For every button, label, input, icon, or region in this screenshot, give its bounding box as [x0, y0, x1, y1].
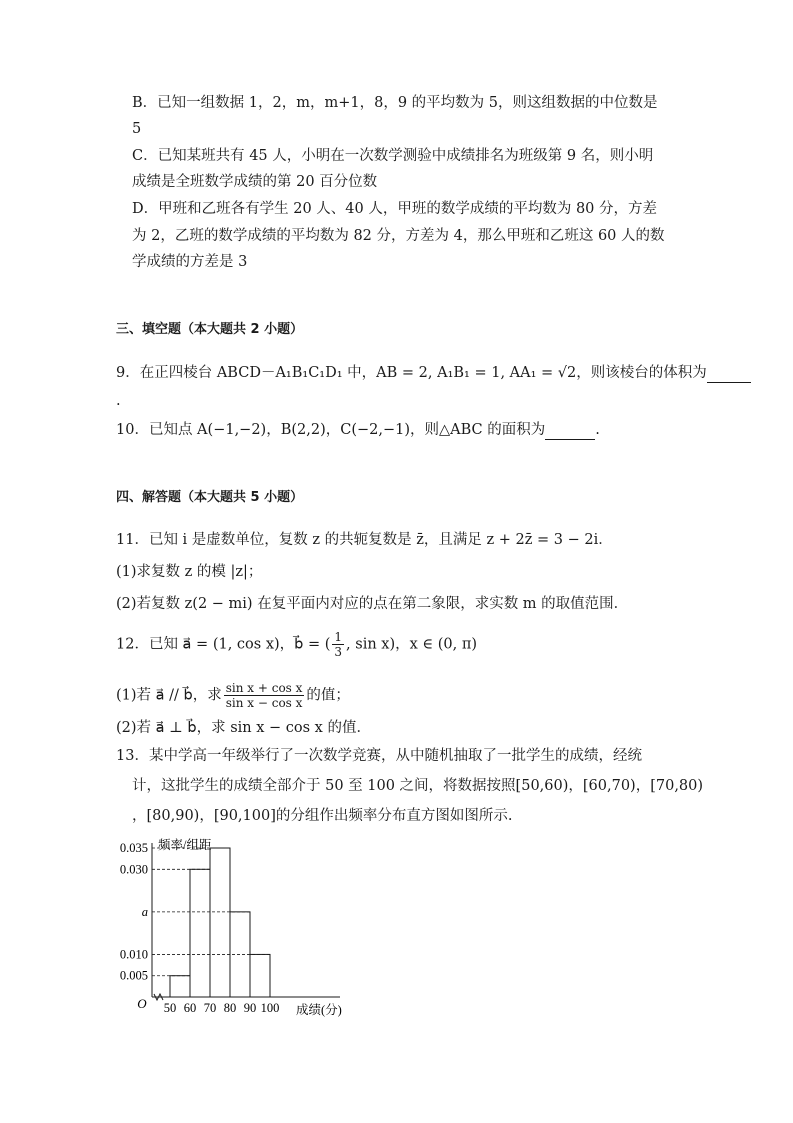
question-12-part2: (2)若 a⃗ ⊥ b⃗，求 sin x − cos x 的值．	[116, 720, 371, 736]
fraction-denominator: sin x − cos x	[225, 696, 303, 710]
y-axis-label: 频率/组距	[158, 838, 212, 852]
question-9-text: 9．在正四棱台 ABCD－A₁B₁C₁D₁ 中，AB = 2, A₁B₁ = 1, AA₁ = √2，则该棱台的体积为	[116, 365, 707, 381]
q12-p1-a: (1)若 a⃗ // b⃗，求	[116, 687, 222, 704]
y-tick-label: 0.010	[119, 947, 148, 962]
question-13-line1: 13．某中学高一年级举行了一次数学竞赛，从中随机抽取了一批学生的成绩，经统	[116, 748, 642, 764]
option-b-line1: B．已知一组数据 1，2，m，m+1，8，9 的平均数为 5，则这组数据的中位数是	[132, 95, 658, 111]
section-title-solutions: 四、解答题（本大题共 5 小题）	[116, 490, 304, 505]
option-d-line2: 为 2，乙班的数学成绩的平均数为 82 分，方差为 4，那么甲班和乙班这 60 人的数	[132, 228, 665, 244]
x-tick-label: 50	[163, 1001, 177, 1015]
option-c-line1: C．已知某班共有 45 人，小明在一次数学测验中成绩排名为班级第 9 名，则小明	[132, 148, 654, 164]
x-axis-label: 成绩(分)	[296, 1003, 342, 1017]
fraction	[224, 681, 305, 710]
option-c-line2: 成绩是全班数学成绩的第 20 百分位数	[132, 174, 378, 190]
histogram-bar	[210, 848, 230, 997]
section-title-fill-in: 三、填空题（本大题共 2 小题）	[116, 322, 304, 337]
y-tick-label: 0.030	[119, 862, 148, 877]
fraction-numerator: sin x + cos x	[225, 681, 303, 695]
x-tick-label: 80	[223, 1001, 237, 1015]
question-13-line2: 计，这批学生的成绩全部介于 50 至 100 之间，将数据按照[50,60)，[60,70)，[70,80)	[132, 778, 704, 794]
option-d-line3: 学成绩的方差是 3	[132, 254, 248, 270]
origin-label: O	[137, 996, 147, 1011]
x-tick-label: 70	[203, 1001, 217, 1015]
question-11-stem: 11．已知 i 是虚数单位，复数 z 的共轭复数是 z̄，且满足 z + 2z̄ = 3 − 2i．	[116, 532, 613, 548]
y-tick-label: 0.005	[119, 968, 148, 983]
question-9-end: .	[116, 393, 121, 409]
frequency-histogram	[110, 835, 370, 1020]
x-tick-label: 100	[260, 1001, 280, 1015]
histogram-bar	[190, 869, 210, 997]
fraction	[332, 630, 344, 659]
q12-p1-b: 的值；	[306, 687, 350, 704]
q12-stem-a: 12．已知 a⃗ = (1, cos x)，b⃗ = (	[116, 636, 331, 653]
question-13-line3: ，[80,90)，[90,100]的分组作出频率分布直方图如图所示.	[132, 808, 513, 824]
y-tick-label: 0.035	[119, 841, 148, 856]
fraction-numerator: 1	[334, 630, 343, 644]
question-11-part2: (2)若复数 z(2 − mi) 在复平面内对应的点在第二象限，求实数 m 的取值范围．	[116, 596, 629, 612]
answer-blank	[545, 425, 595, 440]
answer-blank	[707, 368, 751, 383]
option-d-line1: D．甲班和乙班各有学生 20 人、40 人，甲班的数学成绩的平均数为 80 分，方差	[132, 201, 658, 217]
axis-break-mark	[154, 994, 163, 1000]
option-b-line2: 5	[132, 121, 142, 137]
question-10-text: 10．已知点 A(−1,−2)，B(2,2)，C(−2,−1)，则△ABC 的面积为	[116, 422, 546, 438]
question-11-part1: (1)求复数 z 的模 |z|；	[116, 564, 263, 580]
question-9	[116, 363, 751, 383]
x-tick-label: 90	[243, 1001, 257, 1015]
question-10	[116, 420, 600, 440]
x-tick-label: 60	[183, 1001, 197, 1015]
histogram-bar	[250, 954, 270, 997]
question-12-part1	[116, 681, 350, 710]
q12-stem-b: , sin x)，x ∈ (0, π)	[346, 636, 478, 653]
histogram-bar	[170, 976, 190, 997]
question-12-stem	[116, 630, 477, 659]
y-tick-label: a	[141, 904, 148, 919]
question-10-end: .	[595, 422, 600, 438]
fraction-denominator: 3	[334, 645, 343, 659]
